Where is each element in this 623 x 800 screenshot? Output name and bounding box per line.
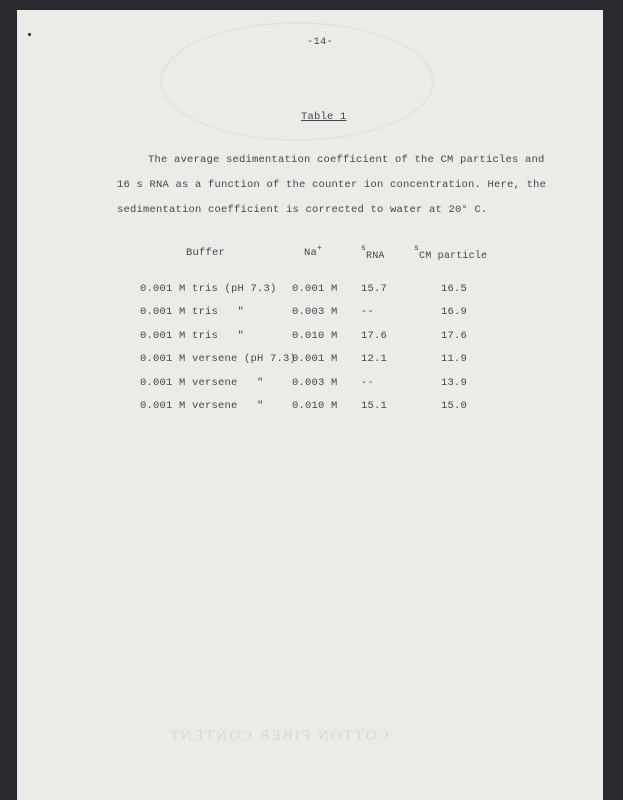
cell-na: 0.003 M	[292, 377, 338, 389]
header-buffer: Buffer	[186, 247, 226, 259]
header-na-superscript: +	[317, 244, 323, 253]
cell-s-cm: 17.6	[441, 330, 468, 342]
header-s-cm-sub: CM particle	[419, 251, 488, 262]
cell-s-cm: 11.9	[441, 353, 468, 365]
header-s-rna	[361, 244, 385, 262]
faint-stamp	[160, 22, 434, 141]
cell-buffer: 0.001 M versene "	[140, 377, 264, 389]
cell-s-rna: 12.1	[361, 353, 388, 365]
header-s-rna-s: s	[361, 244, 367, 253]
cell-s-cm: 13.9	[441, 377, 468, 389]
cell-na: 0.001 M	[292, 283, 338, 295]
cell-buffer: 0.001 M tris (pH 7.3)	[140, 283, 277, 295]
table-title: Table 1	[301, 111, 347, 123]
header-s-rna-sub: RNA	[366, 251, 385, 262]
cell-s-rna: --	[361, 377, 375, 389]
dust-speck	[28, 33, 31, 36]
page-number: -14-	[307, 36, 334, 48]
cell-s-rna: 15.7	[361, 283, 388, 295]
header-na	[304, 244, 323, 259]
cell-na: 0.010 M	[292, 330, 338, 342]
header-na-text: Na	[304, 247, 318, 259]
paper-watermark: COTTON FIBER CONTENT	[168, 728, 389, 744]
cell-na: 0.010 M	[292, 400, 338, 412]
cell-s-rna: 15.1	[361, 400, 388, 412]
cell-buffer: 0.001 M versene "	[140, 400, 264, 412]
cell-na: 0.003 M	[292, 306, 338, 318]
cell-s-rna: --	[361, 306, 375, 318]
cell-buffer: 0.001 M tris "	[140, 330, 245, 342]
cell-s-cm: 16.9	[441, 306, 468, 318]
caption-line-1: The average sedimentation coefficient of the CM particles and	[148, 154, 545, 166]
header-s-cm	[414, 244, 488, 262]
cell-s-cm: 15.0	[441, 400, 468, 412]
cell-buffer: 0.001 M versene (pH 7.3)	[140, 353, 297, 365]
cell-na: 0.001 M	[292, 353, 338, 365]
cell-s-rna: 17.6	[361, 330, 388, 342]
cell-s-cm: 16.5	[441, 283, 468, 295]
caption-line-2: 16 s RNA as a function of the counter ion concentration. Here, the	[117, 179, 547, 191]
cell-buffer: 0.001 M tris "	[140, 306, 245, 318]
caption-line-3: sedimentation coefficient is corrected to water at 20° C.	[117, 204, 488, 216]
scan-background-edge	[603, 0, 623, 800]
header-s-cm-s: s	[414, 244, 420, 253]
